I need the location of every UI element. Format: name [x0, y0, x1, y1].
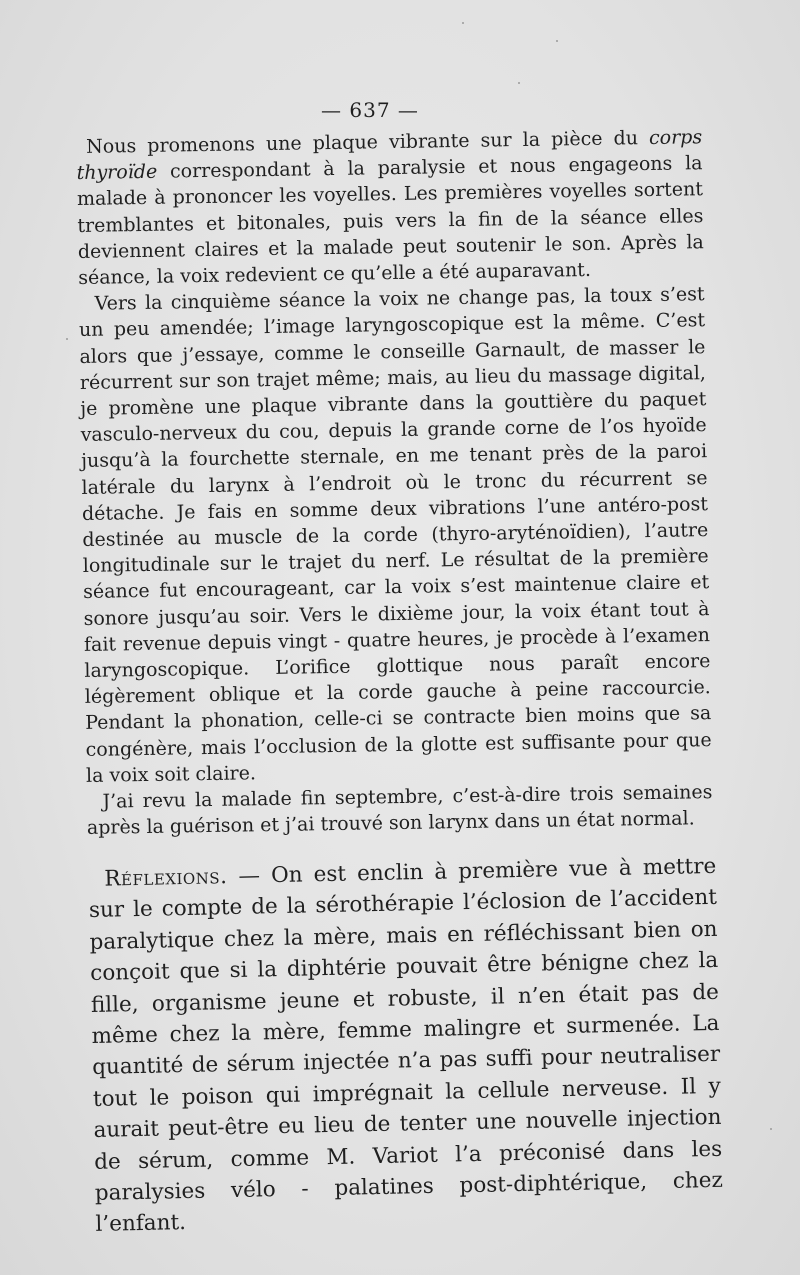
paper-speck [556, 40, 558, 42]
paragraph-revu-malade [86, 779, 713, 841]
case-text-block [76, 124, 713, 841]
paragraph-plaque-vibrante [76, 124, 704, 291]
paper-speck [770, 1128, 772, 1130]
paper-speck [66, 338, 68, 340]
paragraph-cinquieme-seance [78, 281, 712, 789]
page-number: — 637 — [321, 98, 419, 122]
heading-dash: — [227, 863, 272, 890]
text-run: Vers la cinquième séance la voix ne change pas, la toux s’est un peu amendée; l’image laryngoscopique est la même. C’est alors que j’essaye, comme le conseille Garnault, de masser le récurrent sur son trajet même; mais, au lieu du massage digital, je promène une plaque vibrante dans la gouttière du paquet vasculo-nerveux du cou, depuis la grande corne de l’os hyoïde jusqu’à la fourchette sternale, en me tenant près de la paroi latérale du larynx à l’endroit où le tronc du récurrent se détache. Je fais en somme deux vibrations l’une antéro-post destinée au muscle de la corde (thyro-aryténoïdien), l’autre longitudinale sur le trajet du nerf. Le résultat de la première séance fut encourageant, car la voix s’est maintenue claire et sonore jusqu’au soir. Vers le dixième jour, la voix étant tout à fait revenue depuis vingt - quatre heures, je procède à l’examen laryngoscopique. L’orifice glottique nous paraît encore légèrement oblique et la corde gauche à peine raccourcie. Pendant la phonation, celle-ci se contracte bien moins que sa congénère, mais l’occlusion de la glotte est suffisante pour que la voix soit claire. [78, 283, 712, 787]
paragraph-reflexions [88, 851, 724, 1241]
paper-speck [462, 22, 464, 24]
reflexions-block [88, 851, 724, 1241]
italic-term: corps thyroïde [76, 126, 703, 185]
text-run: J’ai revu la malade fin septembre, c’est-à-dire trois semaines après la guérison et j’ai trouvé son larynx dans un état normal. [86, 781, 713, 840]
text-run: correspondant à la paralysie et nous engageons la malade à prononcer les voyelles. Les premières voyelles sortent tremblantes et bitonales, puis vers la fin de la séance elles deviennent claires et la malade peut soutenir le son. Après la séance, la voix redevient ce qu’elle a été auparavant. [76, 152, 704, 289]
section-heading: Réflexions. [104, 864, 228, 892]
text-run: On est enclin à première vue à mettre sur le compte de la sérothérapie l’éclosion de l’accident paralytique chez la mère, mais en réfléchissant bien on conçoit que si la diphtérie pouvait être bénigne chez la fille, organisme jeune et robuste, il n’en était pas de même chez la mère, femme malingre et surmenée. La quantité de sérum injectée n’a pas suffi pour neutraliser tout le poison qui imprégnait la cellule nerveuse. Il y aurait peut-être eu lieu de tenter une nouvelle injection de sérum, comme M. Variot l’a préconisé dans les paralysies vélo - palatines post-diphtérique, chez l’enfant. [88, 853, 724, 1238]
text-run: Nous promenons une plaque vibrante sur la pièce du [86, 127, 650, 158]
paper-speck [518, 82, 520, 84]
